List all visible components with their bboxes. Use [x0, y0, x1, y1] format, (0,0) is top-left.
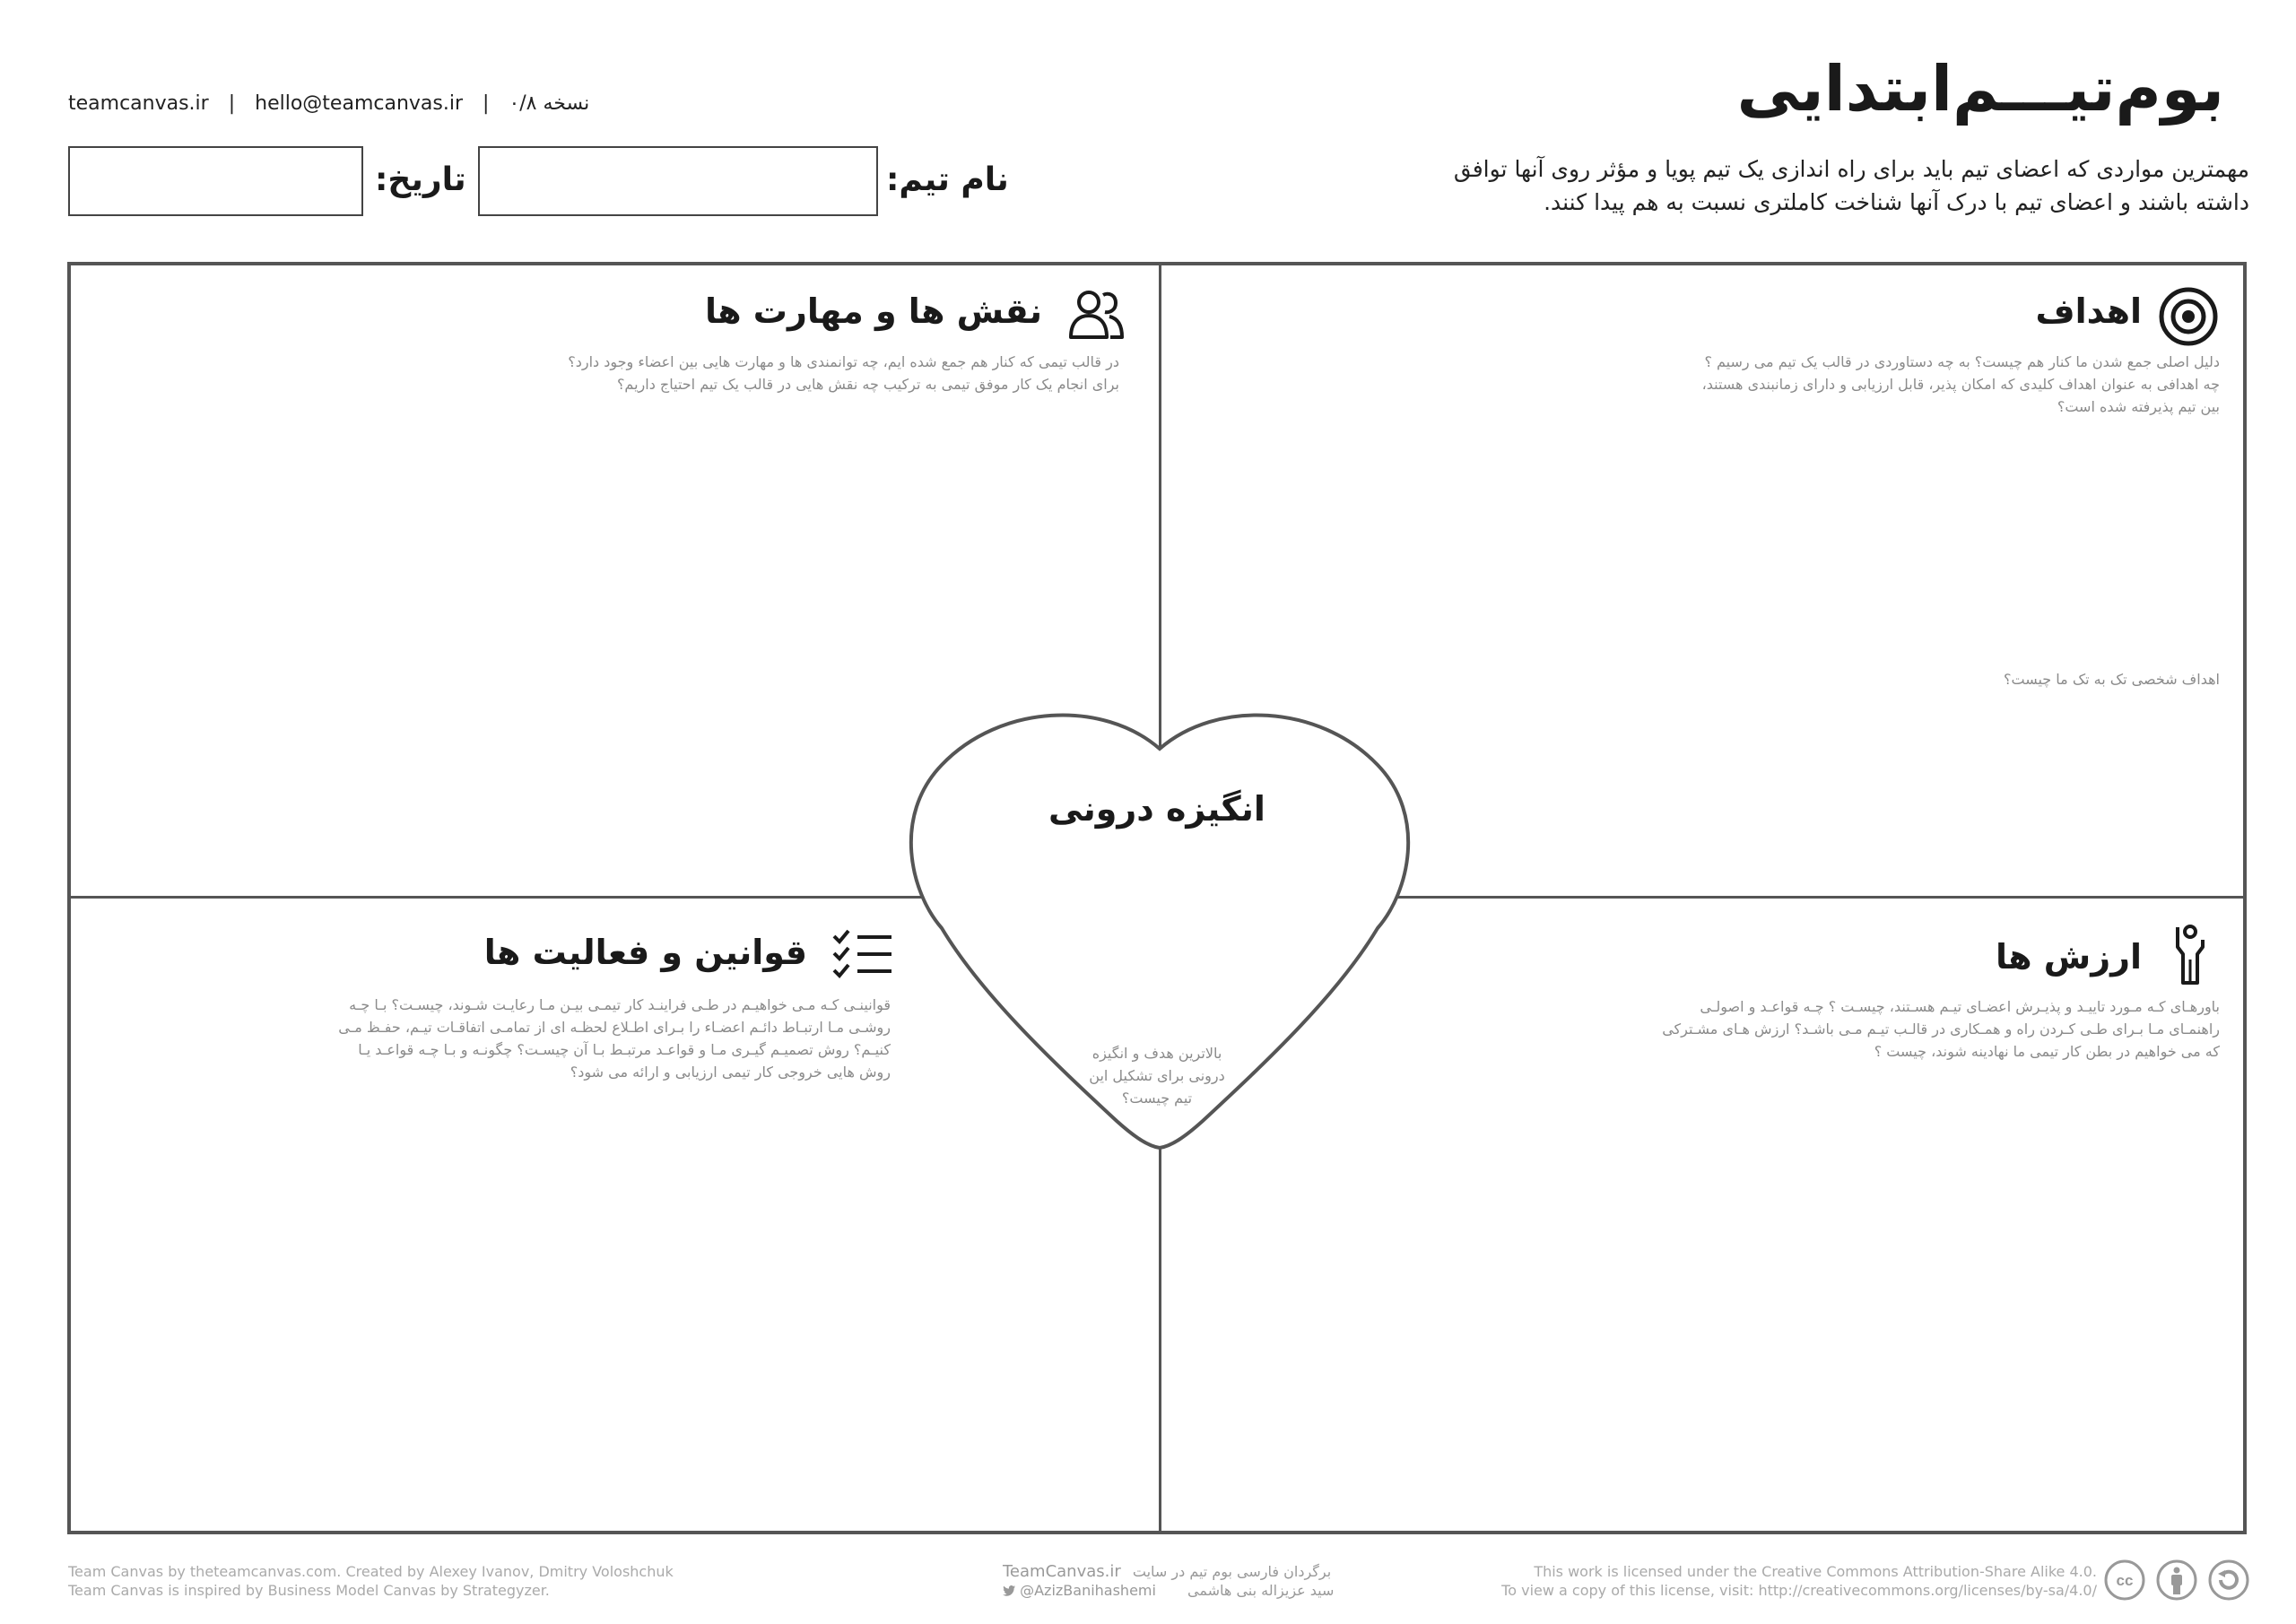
- motivation-description: [1067, 1042, 1247, 1109]
- footer-credit-line: Team Canvas by theteamcanvas.com. Created by Alexey Ivanov, Dmitry Voloshchuk: [68, 1563, 674, 1580]
- rules-desc-line: کنیـم؟ روش تصمیـم گیـری مـا و قواعـد مرتبـط بـا آن چیسـت؟ چگونـه و بـا چـه قواعـد یـا: [358, 1041, 891, 1058]
- roles-desc-line: در قالب تیمی که کنار هم جمع شده ایم، چه توانمندی ها و مهارت هایی بین اعضاء وجود دارد؟: [568, 353, 1119, 370]
- team-name-label: نام تیم:: [886, 161, 1009, 198]
- footer-license: [1501, 1562, 2097, 1600]
- license-line[interactable]: To view a copy of this license, visit: http://creativecommons.org/licenses/by-sa/4.0/: [1501, 1582, 2097, 1599]
- target-icon: [2157, 285, 2220, 348]
- motivation-desc-line: تیم چیست؟: [1121, 1090, 1193, 1107]
- footer-translation: [1003, 1562, 1334, 1600]
- rules-description: [308, 994, 891, 1083]
- cc-icon: [2103, 1559, 2146, 1602]
- attribution-icon: [2155, 1559, 2198, 1602]
- people-icon: [1067, 289, 1125, 341]
- motivation-desc-line: بالاترین هدف و انگیزه: [1091, 1045, 1222, 1062]
- rules-desc-line: روش هایی خروجی کار تیمی ارزیابی و ارائه می شود؟: [570, 1064, 891, 1081]
- meta-row: [68, 92, 589, 115]
- translator-name: سید عزیزاله بنی هاشمی: [1187, 1582, 1335, 1599]
- footer-credit-line: Team Canvas is inspired by Business Model Canvas by Strategyzer.: [68, 1582, 550, 1599]
- goals-desc-line: دلیل اصلی جمع شدن ما کنار هم چیست؟ به چه دستاوردی در قالب یک تیم می رسیم ؟: [1704, 353, 2220, 370]
- twitter-icon: [1003, 1582, 1020, 1599]
- translation-site-link[interactable]: TeamCanvas.ir: [1003, 1562, 1121, 1581]
- team-name-field[interactable]: [478, 146, 878, 216]
- personal-goals-question: اهداف شخصی تک به تک ما چیست؟: [2004, 671, 2220, 688]
- share-alike-icon: [2207, 1559, 2250, 1602]
- translation-credit: برگردان فارسی بوم تیم در سایت: [1132, 1563, 1332, 1580]
- page-title: بوم‌تیـــم‌ابتدایی: [1736, 52, 2224, 126]
- version-label: نسخه ۰/۸: [509, 92, 590, 115]
- website-link[interactable]: teamcanvas.ir: [68, 92, 209, 115]
- goals-desc-line: بین تیم پذیرفته شده است؟: [2057, 398, 2220, 415]
- roles-desc-line: برای انجام یک کار موفق تیمی به ترکیب چه نقش هایی در قالب یک تیم احتیاج داریم؟: [616, 376, 1119, 393]
- twitter-handle[interactable]: @AzizBanihashemi: [1020, 1582, 1156, 1599]
- date-label: تاریخ:: [375, 161, 466, 198]
- license-icons: [2103, 1559, 2250, 1602]
- rules-desc-line: روشـی مـا ارتبـاط دائـم اعضـاء را بـرای اطـلاع لحظـه ای از تمامـی اتفاقـات تیـم، حفـظ مـی: [338, 1019, 891, 1036]
- rules-desc-line: قوانینـی کـه مـی خواهیـم در طـی فراینـد کار تیمـی بیـن مـا رعایـت شـوند، چیسـت؟ بـا چـه: [349, 996, 891, 1013]
- goals-title: اهداف: [2035, 291, 2142, 331]
- values-desc-line: باورهـای کـه مـورد تاییـد و پذیـرش اعضـای تیـم هسـتند، چیسـت ؟ چـه قواعـد و اصولـی: [1700, 998, 2220, 1015]
- motivation-title: انگیزه درونی: [1048, 789, 1265, 829]
- motivation-desc-line: درونی برای تشکیل این: [1089, 1067, 1225, 1084]
- svg-text:cc: cc: [2116, 1572, 2134, 1589]
- roles-description: [402, 351, 1119, 395]
- footer-credits: [68, 1562, 674, 1600]
- subtitle-line-1: مهمترین مواردی که اعضای تیم باید برای راه اندازی یک تیم پویا و مؤثر روی آنها توافق: [1453, 156, 2249, 182]
- separator: |: [483, 92, 490, 115]
- roles-title: نقش ها و مهارت ها: [704, 291, 1042, 331]
- rules-title: قوانین و فعالیت ها: [483, 933, 807, 972]
- goals-description: [1502, 351, 2220, 418]
- subtitle-line-2: داشته باشند و اعضای تیم با درک آنها شناخت کاملتری نسبت به هم پیدا کنند.: [1544, 189, 2249, 215]
- page-subtitle: [1442, 152, 2249, 219]
- values-description: [1502, 995, 2220, 1063]
- values-desc-line: که می خواهیم در بطن کار تیمی ما نهادینه شوند، چیست ؟: [1874, 1043, 2220, 1060]
- values-title: ارزش ها: [1995, 937, 2142, 977]
- values-desc-line: راهنمـای مـا بـرای طـی کـردن راه و همـکاری در قالـب تیـم مـی باشـد؟ ارزش هـای مشـترکی: [1662, 1020, 2220, 1038]
- license-line: This work is licensed under the Creative Commons Attribution-Share Alike 4.0.: [1534, 1563, 2097, 1580]
- checklist-icon: [832, 929, 893, 979]
- email-link[interactable]: hello@teamcanvas.ir: [255, 92, 464, 115]
- values-figure-icon: [2172, 924, 2208, 986]
- separator: |: [228, 92, 236, 115]
- goals-desc-line: چه اهدافی به عنوان اهداف کلیدی که امکان پذیر، قابل ارزیابی و دارای زمانبندی هستند،: [1701, 376, 2220, 393]
- date-field[interactable]: [68, 146, 363, 216]
